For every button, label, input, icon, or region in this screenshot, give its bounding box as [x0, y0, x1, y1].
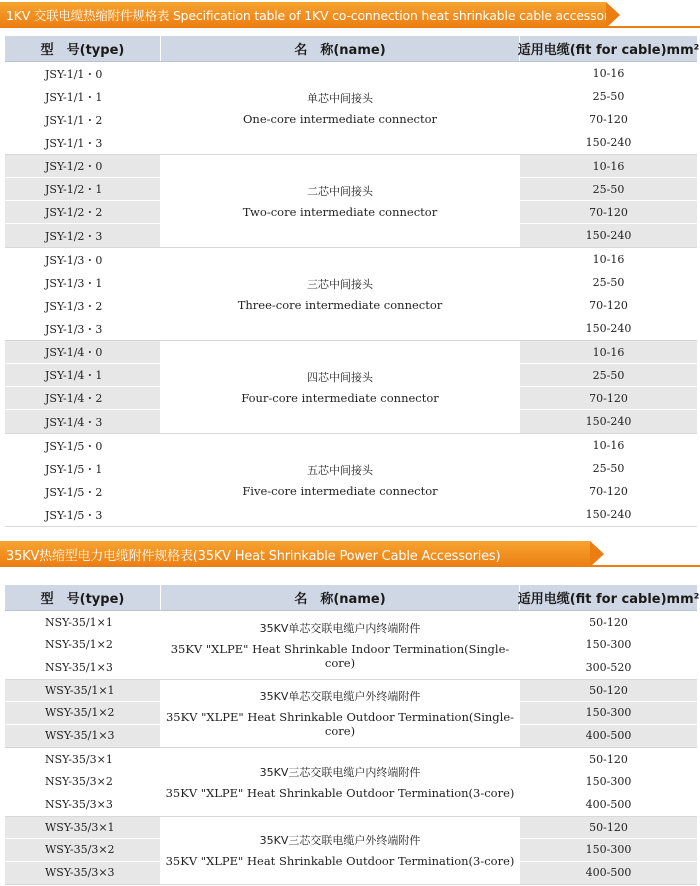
- name-column: [160, 611, 520, 679]
- product-name-cn: 35KV三芯交联电缆户外终端附件: [259, 834, 421, 848]
- cable-size-cell: 50-120: [589, 615, 628, 629]
- table-header: [5, 36, 700, 62]
- name-column: [160, 817, 520, 885]
- type-cell: NSY-35/3×1: [45, 752, 113, 766]
- name-column: [160, 155, 520, 247]
- header-type: 型 号(type): [40, 43, 125, 58]
- table-body: [5, 62, 697, 527]
- type-cell: JSY-1/1・2: [45, 113, 103, 127]
- header-name: 名 称(name): [160, 36, 520, 61]
- type-cell: JSY-1/3・2: [45, 299, 103, 313]
- product-name-en: 35KV "XLPE" Heat Shrinkable Outdoor Termination(3-core): [165, 785, 515, 800]
- cable-column: [520, 611, 697, 679]
- type-cell: JSY-1/5・2: [45, 485, 103, 499]
- cable-column: [520, 680, 697, 748]
- cable-size-cell: 300-520: [585, 660, 632, 674]
- type-cell: NSY-35/1×2: [45, 638, 113, 652]
- type-cell: NSY-35/1×1: [45, 615, 113, 629]
- product-name-cn: 五芯中间接头: [307, 464, 373, 477]
- type-cell: JSY-1/4・0: [5, 341, 160, 364]
- type-cell: JSY-1/3・0: [45, 253, 103, 267]
- table-row-group: [5, 248, 697, 341]
- product-name-cn: 三芯中间接头: [307, 278, 373, 291]
- type-column: [5, 248, 160, 340]
- cable-column: [520, 62, 697, 154]
- type-cell: JSY-1/5・3: [45, 508, 103, 522]
- type-cell: JSY-1/2・1: [5, 178, 160, 201]
- cable-size-cell: 400-500: [585, 866, 632, 880]
- cable-size-cell: 70-120: [589, 299, 628, 312]
- table-35kv: [5, 585, 700, 885]
- cable-size-cell: 50-120: [520, 817, 697, 840]
- type-cell: JSY-1/5・1: [45, 462, 103, 476]
- cable-size-cell: 400-500: [585, 729, 632, 743]
- type-cell: JSY-1/1・3: [45, 136, 103, 150]
- name-column: [160, 62, 520, 154]
- cable-size-cell: 150-300: [585, 638, 632, 652]
- cable-size-cell: 70-120: [589, 485, 628, 498]
- cable-size-cell: 10-16: [592, 439, 625, 452]
- section1-divider: [0, 26, 700, 28]
- type-cell: NSY-35/1×3: [45, 660, 113, 674]
- type-column: [5, 341, 160, 433]
- cable-size-cell: 10-16: [592, 253, 625, 266]
- cable-size-cell: 10-16: [592, 67, 625, 80]
- table-header: [5, 585, 700, 611]
- cable-size-cell: 50-120: [589, 752, 628, 766]
- type-cell: JSY-1/4・2: [5, 387, 160, 410]
- table-row-group: [5, 680, 697, 749]
- type-cell: JSY-1/2・2: [5, 201, 160, 224]
- table-row-group: [5, 62, 697, 155]
- cable-size-cell: 150-300: [520, 839, 697, 862]
- product-name-en: 35KV "XLPE" Heat Shrinkable Indoor Termination(Single-core): [170, 641, 510, 670]
- cable-size-cell: 400-500: [585, 797, 632, 811]
- section2-title: 35KV热缩型电力电缆附件规格表(35KV Heat Shrinkable Power Cable Accessories): [0, 541, 590, 567]
- cable-size-cell: 25-50: [592, 90, 625, 103]
- table-row-group: [5, 155, 697, 248]
- product-name-cn: 35KV单芯交联电缆户外终端附件: [259, 690, 421, 704]
- type-column: [5, 611, 160, 679]
- cable-size-cell: 150-300: [520, 702, 697, 725]
- cable-column: [520, 155, 697, 247]
- banner-arrow-icon: [590, 541, 604, 567]
- type-cell: WSY-35/1×1: [5, 680, 160, 703]
- name-column: [160, 748, 520, 816]
- product-name-cn: 35KV三芯交联电缆户内终端附件: [259, 765, 421, 779]
- type-cell: JSY-1/3・1: [45, 276, 103, 290]
- type-cell: WSY-35/1×3: [45, 729, 115, 743]
- section2-banner: [0, 541, 604, 567]
- table-body: [5, 611, 697, 885]
- product-name-cn: 35KV单芯交联电缆户内终端附件: [259, 621, 421, 635]
- table-row-group: [5, 434, 697, 527]
- product-name-en: Four-core intermediate connector: [241, 391, 439, 405]
- table-row-group: [5, 748, 697, 817]
- product-name-cn: 四芯中间接头: [307, 371, 373, 384]
- product-name-en: Two-core intermediate connector: [242, 205, 438, 219]
- cable-column: [520, 434, 697, 526]
- product-name-en: 35KV "XLPE" Heat Shrinkable Outdoor Termination(3-core): [165, 854, 515, 869]
- cable-size-cell: 10-16: [520, 341, 697, 364]
- type-cell: WSY-35/3×2: [5, 839, 160, 862]
- product-name-cn: 单芯中间接头: [307, 92, 373, 105]
- type-cell: JSY-1/5・0: [45, 439, 103, 453]
- type-column: [5, 155, 160, 247]
- table-row-group: [5, 611, 697, 680]
- type-cell: JSY-1/1・0: [45, 67, 103, 81]
- type-cell: WSY-35/3×1: [5, 817, 160, 840]
- type-cell: JSY-1/4・1: [5, 364, 160, 387]
- type-cell: JSY-1/2・3: [45, 229, 103, 243]
- header-cable: 适用电缆(fit for cable)mm²: [517, 592, 700, 607]
- cable-column: [520, 817, 697, 885]
- product-name-en: One-core intermediate connector: [242, 112, 437, 126]
- product-name-en: Three-core intermediate connector: [237, 298, 443, 312]
- product-name-en: Five-core intermediate connector: [242, 484, 438, 498]
- product-name-en: 35KV "XLPE" Heat Shrinkable Outdoor Termination(Single-core): [165, 710, 515, 739]
- cable-size-cell: 150-240: [585, 415, 632, 428]
- table-row-group: [5, 341, 697, 434]
- section1-title: 1KV 交联电缆热缩附件规格表 Specification table of 1KV co-connection heat shrinkable cable accessory: [0, 2, 606, 28]
- type-cell: JSY-1/3・3: [45, 322, 103, 336]
- section2-divider: [0, 565, 700, 567]
- cable-size-cell: 150-240: [585, 136, 632, 149]
- type-column: [5, 748, 160, 816]
- cable-size-cell: 70-120: [589, 113, 628, 126]
- type-cell: JSY-1/1・1: [45, 90, 103, 104]
- header-name: 名 称(name): [160, 585, 520, 610]
- name-column: [160, 680, 520, 748]
- type-column: [5, 434, 160, 526]
- name-column: [160, 341, 520, 433]
- type-cell: WSY-35/3×3: [45, 866, 115, 880]
- table-row-group: [5, 817, 697, 886]
- name-column: [160, 434, 520, 526]
- section1-banner: [0, 2, 620, 28]
- cable-column: [520, 248, 697, 340]
- cable-size-cell: 25-50: [592, 462, 625, 475]
- cable-size-cell: 150-240: [585, 229, 632, 242]
- name-column: [160, 248, 520, 340]
- cable-size-cell: 25-50: [520, 364, 697, 387]
- cable-column: [520, 341, 697, 433]
- type-cell: WSY-35/1×2: [5, 702, 160, 725]
- cable-size-cell: 70-120: [520, 201, 697, 224]
- type-column: [5, 680, 160, 748]
- type-column: [5, 62, 160, 154]
- type-cell: JSY-1/2・0: [5, 155, 160, 178]
- cable-size-cell: 150-240: [585, 508, 632, 521]
- cable-size-cell: 70-120: [520, 387, 697, 410]
- type-cell: NSY-35/3×2: [45, 775, 113, 789]
- banner-arrow-icon: [606, 2, 620, 28]
- cable-size-cell: 25-50: [520, 178, 697, 201]
- type-cell: JSY-1/4・3: [45, 415, 103, 429]
- type-column: [5, 817, 160, 885]
- cable-size-cell: 25-50: [592, 276, 625, 289]
- cable-size-cell: 150-240: [585, 322, 632, 335]
- cable-column: [520, 748, 697, 816]
- product-name-cn: 二芯中间接头: [307, 185, 373, 198]
- cable-size-cell: 50-120: [520, 680, 697, 703]
- header-cable: 适用电缆(fit for cable)mm²: [517, 43, 700, 58]
- header-type: 型 号(type): [40, 592, 125, 607]
- table-1kv: [5, 36, 700, 527]
- type-cell: NSY-35/3×3: [45, 797, 113, 811]
- cable-size-cell: 10-16: [520, 155, 697, 178]
- cable-size-cell: 150-300: [585, 775, 632, 789]
